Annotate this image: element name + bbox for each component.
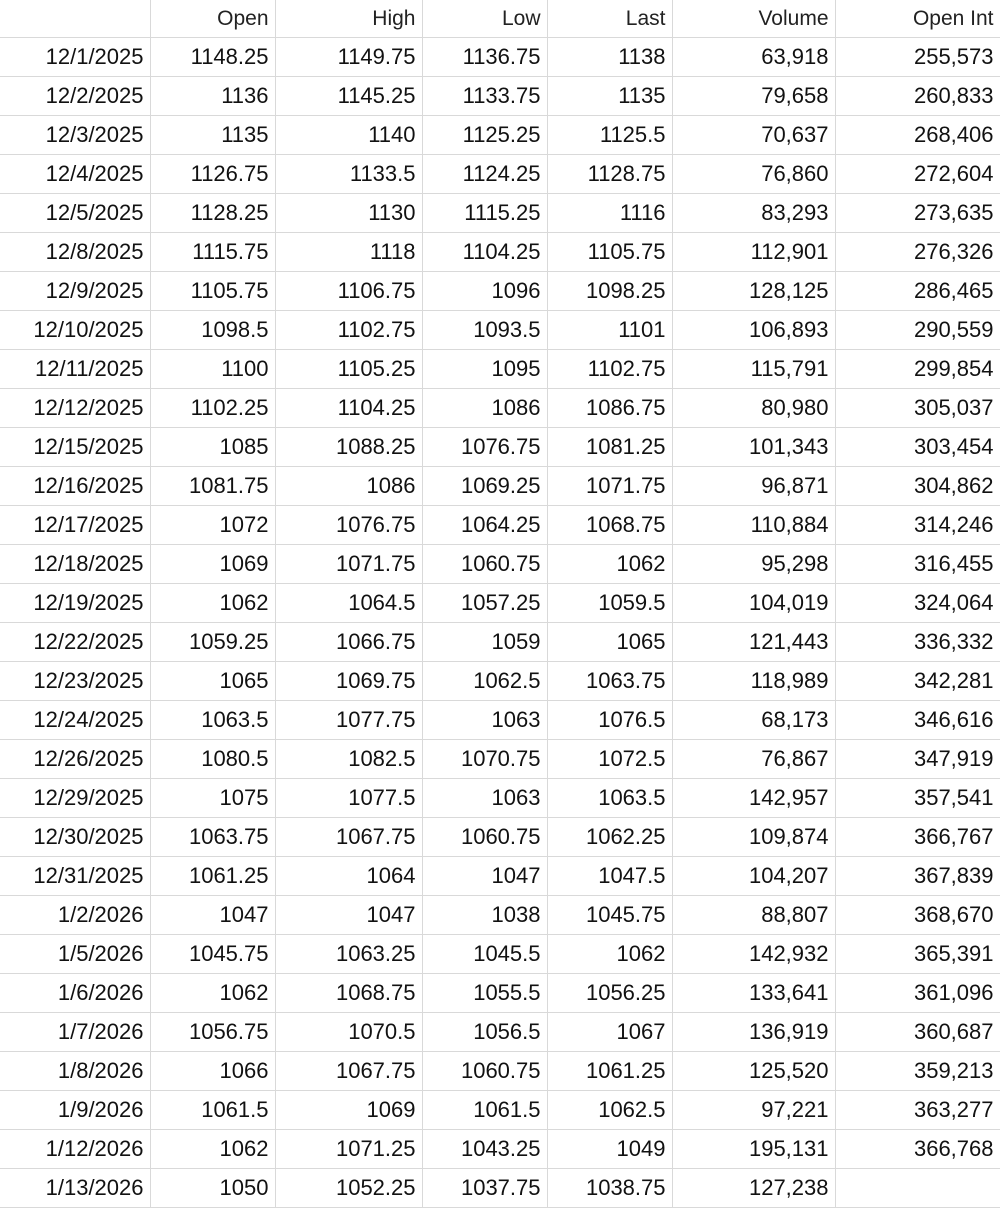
cell-high[interactable]: 1086	[275, 467, 422, 506]
cell-last[interactable]: 1105.75	[547, 233, 672, 272]
cell-open[interactable]: 1126.75	[150, 155, 275, 194]
cell-open[interactable]: 1102.25	[150, 389, 275, 428]
cell-last[interactable]: 1049	[547, 1130, 672, 1169]
cell-open-int[interactable]: 276,326	[835, 233, 1000, 272]
cell-open[interactable]: 1047	[150, 896, 275, 935]
cell-high[interactable]: 1140	[275, 116, 422, 155]
cell-last[interactable]: 1062	[547, 935, 672, 974]
table-row	[0, 116, 1000, 155]
cell-open[interactable]: 1050	[150, 1169, 275, 1208]
cell-volume[interactable]: 79,658	[672, 77, 835, 116]
table-row	[0, 1052, 1000, 1091]
table-row	[0, 506, 1000, 545]
cell-last[interactable]: 1038.75	[547, 1169, 672, 1208]
cell-open-int[interactable]: 324,064	[835, 584, 1000, 623]
cell-volume[interactable]: 125,520	[672, 1052, 835, 1091]
cell-date[interactable]: 1/6/2026	[0, 974, 150, 1013]
header-row	[0, 0, 1000, 38]
cell-high[interactable]: 1064.5	[275, 584, 422, 623]
table-row	[0, 974, 1000, 1013]
cell-volume[interactable]: 136,919	[672, 1013, 835, 1052]
cell-open[interactable]: 1098.5	[150, 311, 275, 350]
cell-high[interactable]: 1077.75	[275, 701, 422, 740]
cell-date[interactable]: 12/1/2025	[0, 38, 150, 77]
cell-open[interactable]: 1062	[150, 584, 275, 623]
table-row	[0, 155, 1000, 194]
cell-last[interactable]: 1138	[547, 38, 672, 77]
cell-volume[interactable]: 76,860	[672, 155, 835, 194]
cell-date[interactable]: 12/17/2025	[0, 506, 150, 545]
cell-high[interactable]: 1063.25	[275, 935, 422, 974]
cell-low[interactable]: 1047	[422, 857, 547, 896]
cell-volume[interactable]: 76,867	[672, 740, 835, 779]
cell-low[interactable]: 1055.5	[422, 974, 547, 1013]
cell-volume[interactable]: 63,918	[672, 38, 835, 77]
table-row	[0, 584, 1000, 623]
cell-low[interactable]: 1045.5	[422, 935, 547, 974]
cell-open[interactable]: 1115.75	[150, 233, 275, 272]
cell-high[interactable]: 1069.75	[275, 662, 422, 701]
cell-low[interactable]: 1043.25	[422, 1130, 547, 1169]
cell-low[interactable]: 1063	[422, 779, 547, 818]
table-row	[0, 662, 1000, 701]
cell-high[interactable]: 1067.75	[275, 1052, 422, 1091]
cell-date[interactable]: 12/9/2025	[0, 272, 150, 311]
cell-open-int[interactable]	[835, 1169, 1000, 1208]
cell-date[interactable]: 1/12/2026	[0, 1130, 150, 1169]
cell-low[interactable]: 1095	[422, 350, 547, 389]
cell-date[interactable]: 12/3/2025	[0, 116, 150, 155]
cell-open[interactable]: 1081.75	[150, 467, 275, 506]
cell-volume[interactable]: 104,019	[672, 584, 835, 623]
header-cell-open-int[interactable]: Open Int	[835, 0, 1000, 38]
table-row	[0, 740, 1000, 779]
cell-last[interactable]: 1062.25	[547, 818, 672, 857]
cell-volume[interactable]: 95,298	[672, 545, 835, 584]
cell-open[interactable]: 1128.25	[150, 194, 275, 233]
cell-low[interactable]: 1115.25	[422, 194, 547, 233]
table-row	[0, 311, 1000, 350]
table-row	[0, 428, 1000, 467]
cell-open-int[interactable]: 357,541	[835, 779, 1000, 818]
cell-open[interactable]: 1059.25	[150, 623, 275, 662]
cell-date[interactable]: 12/22/2025	[0, 623, 150, 662]
table-row	[0, 1091, 1000, 1130]
cell-high[interactable]: 1068.75	[275, 974, 422, 1013]
cell-low[interactable]: 1093.5	[422, 311, 547, 350]
cell-volume[interactable]: 195,131	[672, 1130, 835, 1169]
cell-date[interactable]: 12/31/2025	[0, 857, 150, 896]
cell-open[interactable]: 1080.5	[150, 740, 275, 779]
cell-open-int[interactable]: 272,604	[835, 155, 1000, 194]
cell-date[interactable]: 12/19/2025	[0, 584, 150, 623]
cell-open[interactable]: 1072	[150, 506, 275, 545]
cell-open[interactable]: 1062	[150, 974, 275, 1013]
cell-low[interactable]: 1060.75	[422, 1052, 547, 1091]
cell-open[interactable]: 1066	[150, 1052, 275, 1091]
cell-high[interactable]: 1071.75	[275, 545, 422, 584]
cell-open[interactable]: 1136	[150, 77, 275, 116]
cell-open-int[interactable]: 305,037	[835, 389, 1000, 428]
cell-open[interactable]: 1063.5	[150, 701, 275, 740]
cell-high[interactable]: 1076.75	[275, 506, 422, 545]
cell-high[interactable]: 1082.5	[275, 740, 422, 779]
cell-high[interactable]: 1130	[275, 194, 422, 233]
cell-date[interactable]: 12/23/2025	[0, 662, 150, 701]
cell-open-int[interactable]: 366,768	[835, 1130, 1000, 1169]
table-row	[0, 38, 1000, 77]
cell-open-int[interactable]: 363,277	[835, 1091, 1000, 1130]
cell-open[interactable]: 1063.75	[150, 818, 275, 857]
cell-last[interactable]: 1059.5	[547, 584, 672, 623]
cell-volume[interactable]: 96,871	[672, 467, 835, 506]
cell-open-int[interactable]: 316,455	[835, 545, 1000, 584]
cell-open-int[interactable]: 365,391	[835, 935, 1000, 974]
cell-high[interactable]: 1145.25	[275, 77, 422, 116]
cell-high[interactable]: 1133.5	[275, 155, 422, 194]
cell-last[interactable]: 1047.5	[547, 857, 672, 896]
header-cell-low[interactable]: Low	[422, 0, 547, 38]
cell-date[interactable]: 12/10/2025	[0, 311, 150, 350]
table-row	[0, 1013, 1000, 1052]
cell-high[interactable]: 1088.25	[275, 428, 422, 467]
cell-date[interactable]: 12/12/2025	[0, 389, 150, 428]
cell-last[interactable]: 1063.75	[547, 662, 672, 701]
cell-low[interactable]: 1037.75	[422, 1169, 547, 1208]
cell-open-int[interactable]: 360,687	[835, 1013, 1000, 1052]
cell-volume[interactable]: 88,807	[672, 896, 835, 935]
cell-last[interactable]: 1061.25	[547, 1052, 672, 1091]
cell-date[interactable]: 1/5/2026	[0, 935, 150, 974]
cell-low[interactable]: 1060.75	[422, 545, 547, 584]
cell-open[interactable]: 1061.5	[150, 1091, 275, 1130]
cell-open-int[interactable]: 367,839	[835, 857, 1000, 896]
cell-open[interactable]: 1069	[150, 545, 275, 584]
table-row	[0, 1169, 1000, 1208]
cell-volume[interactable]: 118,989	[672, 662, 835, 701]
cell-volume[interactable]: 142,957	[672, 779, 835, 818]
cell-last[interactable]: 1067	[547, 1013, 672, 1052]
cell-volume[interactable]: 109,874	[672, 818, 835, 857]
cell-open-int[interactable]: 359,213	[835, 1052, 1000, 1091]
cell-high[interactable]: 1066.75	[275, 623, 422, 662]
cell-high[interactable]: 1105.25	[275, 350, 422, 389]
cell-last[interactable]: 1056.25	[547, 974, 672, 1013]
cell-volume[interactable]: 110,884	[672, 506, 835, 545]
cell-date[interactable]: 12/26/2025	[0, 740, 150, 779]
cell-high[interactable]: 1071.25	[275, 1130, 422, 1169]
cell-low[interactable]: 1125.25	[422, 116, 547, 155]
cell-date[interactable]: 12/29/2025	[0, 779, 150, 818]
cell-volume[interactable]: 128,125	[672, 272, 835, 311]
table-row	[0, 272, 1000, 311]
header-cell-open[interactable]: Open	[150, 0, 275, 38]
cell-low[interactable]: 1124.25	[422, 155, 547, 194]
cell-high[interactable]: 1104.25	[275, 389, 422, 428]
cell-low[interactable]: 1096	[422, 272, 547, 311]
cell-high[interactable]: 1052.25	[275, 1169, 422, 1208]
cell-open-int[interactable]: 366,767	[835, 818, 1000, 857]
cell-last[interactable]: 1045.75	[547, 896, 672, 935]
cell-open-int[interactable]: 361,096	[835, 974, 1000, 1013]
cell-open[interactable]: 1085	[150, 428, 275, 467]
cell-low[interactable]: 1057.25	[422, 584, 547, 623]
cell-open[interactable]: 1056.75	[150, 1013, 275, 1052]
table-row	[0, 623, 1000, 662]
cell-open-int[interactable]: 336,332	[835, 623, 1000, 662]
table-row	[0, 350, 1000, 389]
cell-low[interactable]: 1133.75	[422, 77, 547, 116]
cell-low[interactable]: 1063	[422, 701, 547, 740]
table-row	[0, 701, 1000, 740]
cell-open-int[interactable]: 346,616	[835, 701, 1000, 740]
cell-last[interactable]: 1125.5	[547, 116, 672, 155]
cell-open-int[interactable]: 347,919	[835, 740, 1000, 779]
cell-last[interactable]: 1086.75	[547, 389, 672, 428]
cell-open-int[interactable]: 268,406	[835, 116, 1000, 155]
cell-last[interactable]: 1076.5	[547, 701, 672, 740]
cell-open[interactable]: 1062	[150, 1130, 275, 1169]
cell-low[interactable]: 1136.75	[422, 38, 547, 77]
cell-date[interactable]: 12/2/2025	[0, 77, 150, 116]
cell-last[interactable]: 1062.5	[547, 1091, 672, 1130]
cell-open[interactable]: 1061.25	[150, 857, 275, 896]
cell-high[interactable]: 1118	[275, 233, 422, 272]
cell-last[interactable]: 1063.5	[547, 779, 672, 818]
cell-last[interactable]: 1135	[547, 77, 672, 116]
table-row	[0, 935, 1000, 974]
cell-volume[interactable]: 80,980	[672, 389, 835, 428]
header-cell-high[interactable]: High	[275, 0, 422, 38]
cell-volume[interactable]: 121,443	[672, 623, 835, 662]
cell-high[interactable]: 1070.5	[275, 1013, 422, 1052]
cell-last[interactable]: 1102.75	[547, 350, 672, 389]
cell-last[interactable]: 1072.5	[547, 740, 672, 779]
cell-low[interactable]: 1070.75	[422, 740, 547, 779]
cell-date[interactable]: 12/16/2025	[0, 467, 150, 506]
cell-open[interactable]: 1100	[150, 350, 275, 389]
cell-date[interactable]: 1/2/2026	[0, 896, 150, 935]
table-row	[0, 1130, 1000, 1169]
cell-low[interactable]: 1064.25	[422, 506, 547, 545]
cell-last[interactable]: 1071.75	[547, 467, 672, 506]
cell-last[interactable]: 1081.25	[547, 428, 672, 467]
cell-last[interactable]: 1065	[547, 623, 672, 662]
table-row	[0, 233, 1000, 272]
cell-high[interactable]: 1102.75	[275, 311, 422, 350]
cell-date[interactable]: 12/24/2025	[0, 701, 150, 740]
cell-open-int[interactable]: 255,573	[835, 38, 1000, 77]
table-row	[0, 194, 1000, 233]
cell-open[interactable]: 1075	[150, 779, 275, 818]
cell-open-int[interactable]: 286,465	[835, 272, 1000, 311]
cell-high[interactable]: 1106.75	[275, 272, 422, 311]
cell-last[interactable]: 1101	[547, 311, 672, 350]
cell-open[interactable]: 1135	[150, 116, 275, 155]
cell-open[interactable]: 1045.75	[150, 935, 275, 974]
cell-open-int[interactable]: 273,635	[835, 194, 1000, 233]
cell-low[interactable]: 1056.5	[422, 1013, 547, 1052]
cell-high[interactable]: 1069	[275, 1091, 422, 1130]
cell-high[interactable]: 1064	[275, 857, 422, 896]
cell-open[interactable]: 1065	[150, 662, 275, 701]
table-row	[0, 896, 1000, 935]
cell-date[interactable]: 12/8/2025	[0, 233, 150, 272]
header-cell-volume[interactable]: Volume	[672, 0, 835, 38]
cell-open-int[interactable]: 304,862	[835, 467, 1000, 506]
table-row	[0, 857, 1000, 896]
table-row	[0, 389, 1000, 428]
cell-high[interactable]: 1047	[275, 896, 422, 935]
cell-open-int[interactable]: 303,454	[835, 428, 1000, 467]
cell-volume[interactable]: 83,293	[672, 194, 835, 233]
cell-volume[interactable]: 127,238	[672, 1169, 835, 1208]
cell-volume[interactable]: 70,637	[672, 116, 835, 155]
cell-date[interactable]: 12/4/2025	[0, 155, 150, 194]
cell-last[interactable]: 1116	[547, 194, 672, 233]
table-row	[0, 77, 1000, 116]
cell-volume[interactable]: 106,893	[672, 311, 835, 350]
cell-date[interactable]: 1/13/2026	[0, 1169, 150, 1208]
cell-low[interactable]: 1059	[422, 623, 547, 662]
cell-volume[interactable]: 97,221	[672, 1091, 835, 1130]
table-row	[0, 545, 1000, 584]
cell-open-int[interactable]: 314,246	[835, 506, 1000, 545]
cell-volume[interactable]: 112,901	[672, 233, 835, 272]
cell-low[interactable]: 1076.75	[422, 428, 547, 467]
header-cell-date[interactable]	[0, 0, 150, 38]
cell-low[interactable]: 1104.25	[422, 233, 547, 272]
cell-volume[interactable]: 133,641	[672, 974, 835, 1013]
cell-low[interactable]: 1086	[422, 389, 547, 428]
cell-open-int[interactable]: 290,559	[835, 311, 1000, 350]
cell-date[interactable]: 12/18/2025	[0, 545, 150, 584]
cell-low[interactable]: 1060.75	[422, 818, 547, 857]
cell-last[interactable]: 1098.25	[547, 272, 672, 311]
header-cell-last[interactable]: Last	[547, 0, 672, 38]
cell-date[interactable]: 12/11/2025	[0, 350, 150, 389]
cell-date[interactable]: 1/7/2026	[0, 1013, 150, 1052]
cell-last[interactable]: 1068.75	[547, 506, 672, 545]
cell-date[interactable]: 1/9/2026	[0, 1091, 150, 1130]
table-row	[0, 818, 1000, 857]
cell-high[interactable]: 1149.75	[275, 38, 422, 77]
cell-volume[interactable]: 104,207	[672, 857, 835, 896]
cell-open[interactable]: 1148.25	[150, 38, 275, 77]
cell-date[interactable]: 12/30/2025	[0, 818, 150, 857]
cell-open-int[interactable]: 260,833	[835, 77, 1000, 116]
cell-volume[interactable]: 142,932	[672, 935, 835, 974]
cell-high[interactable]: 1077.5	[275, 779, 422, 818]
cell-low[interactable]: 1062.5	[422, 662, 547, 701]
cell-last[interactable]: 1062	[547, 545, 672, 584]
cell-date[interactable]: 1/8/2026	[0, 1052, 150, 1091]
cell-high[interactable]: 1067.75	[275, 818, 422, 857]
cell-open-int[interactable]: 342,281	[835, 662, 1000, 701]
cell-volume[interactable]: 101,343	[672, 428, 835, 467]
table-row	[0, 779, 1000, 818]
cell-last[interactable]: 1128.75	[547, 155, 672, 194]
cell-low[interactable]: 1038	[422, 896, 547, 935]
cell-low[interactable]: 1061.5	[422, 1091, 547, 1130]
cell-volume[interactable]: 115,791	[672, 350, 835, 389]
cell-volume[interactable]: 68,173	[672, 701, 835, 740]
cell-low[interactable]: 1069.25	[422, 467, 547, 506]
cell-date[interactable]: 12/15/2025	[0, 428, 150, 467]
cell-open[interactable]: 1105.75	[150, 272, 275, 311]
cell-open-int[interactable]: 299,854	[835, 350, 1000, 389]
table-row	[0, 467, 1000, 506]
cell-open-int[interactable]: 368,670	[835, 896, 1000, 935]
cell-date[interactable]: 12/5/2025	[0, 194, 150, 233]
